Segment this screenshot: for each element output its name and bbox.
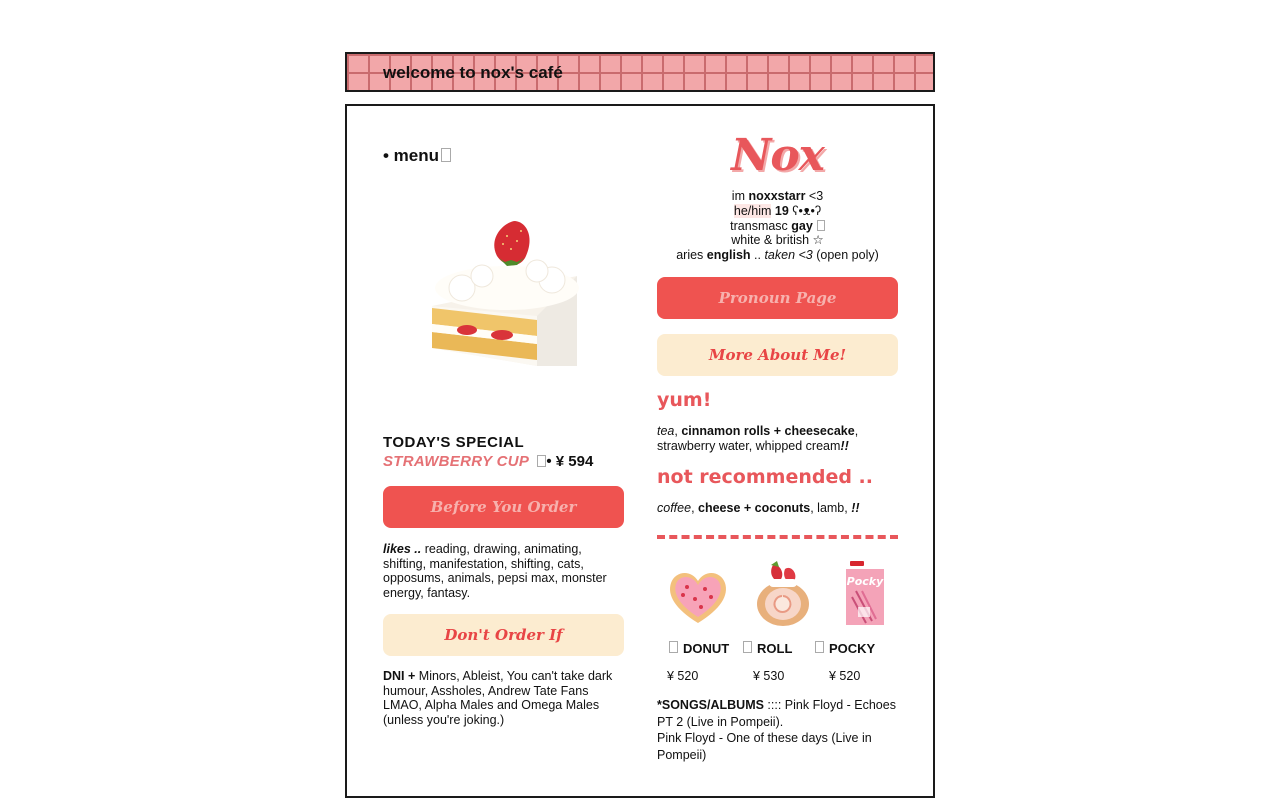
treat-price-donut: ¥ 520 bbox=[667, 669, 699, 683]
bio bbox=[657, 189, 898, 263]
special-name: STRAWBERRY CUP bbox=[383, 453, 530, 470]
missing-glyph-icon bbox=[815, 641, 824, 653]
svg-text:Pocky: Pocky bbox=[846, 575, 884, 588]
treat-price-pocky: ¥ 520 bbox=[829, 669, 861, 683]
menu-link[interactable] bbox=[383, 146, 451, 166]
menu-label: • menu bbox=[383, 146, 440, 165]
bio-line-3: transmasc gay bbox=[657, 219, 898, 234]
missing-glyph-icon bbox=[743, 641, 752, 653]
pronoun-page-button[interactable]: Pronoun Page bbox=[657, 277, 898, 319]
yum-text: tea, cinnamon rolls + cheesecake, strawberry water, whipped cream!! bbox=[657, 424, 859, 453]
more-about-me-button[interactable]: More About Me! bbox=[657, 334, 898, 376]
profile-name: Nox bbox=[731, 130, 824, 181]
not-recommended-text: coffee, cheese + coconuts, lamb, !! bbox=[657, 501, 860, 515]
treat-name-pocky[interactable]: POCKY bbox=[815, 641, 875, 656]
missing-glyph-icon bbox=[669, 641, 678, 653]
dashed-divider bbox=[657, 535, 898, 539]
dni-text bbox=[383, 669, 628, 728]
dni-list: Minors, Ableist, You can't take dark humour, Assholes, Andrew Tate Fans LMAO, Alpha Males and Omega Males (unless you're joking.) bbox=[383, 669, 613, 728]
bio-line-4: white & british ☆ bbox=[731, 233, 824, 248]
cafe-card bbox=[345, 104, 935, 798]
strawberry-cake-image bbox=[427, 216, 587, 386]
before-you-order-button[interactable]: Before You Order bbox=[383, 486, 624, 528]
likes-text bbox=[383, 542, 628, 601]
likes-prefix: likes .. bbox=[383, 542, 422, 556]
treat-name-donut[interactable]: DONUT bbox=[669, 641, 729, 656]
dont-order-if-button[interactable]: Don't Order If bbox=[383, 614, 624, 656]
treat-price-roll: ¥ 530 bbox=[753, 669, 785, 683]
missing-glyph-icon bbox=[441, 148, 451, 162]
missing-glyph-icon bbox=[817, 220, 825, 231]
welcome-banner bbox=[345, 52, 935, 92]
banner-title: welcome to nox's café bbox=[383, 63, 563, 82]
pocky-box-icon bbox=[832, 557, 898, 627]
todays-special-heading: TODAY'S SPECIAL bbox=[383, 434, 525, 451]
special-item bbox=[383, 453, 593, 470]
treat-name-roll[interactable]: ROLL bbox=[743, 641, 792, 656]
yum-heading: yum! bbox=[657, 389, 712, 411]
dni-prefix: DNI + bbox=[383, 669, 416, 683]
missing-glyph-icon bbox=[537, 455, 546, 467]
bio-line-5: aries english .. taken <3 (open poly) bbox=[676, 248, 879, 263]
songs-text: *SONGS/ALBUMS :::: Pink Floyd - Echoes PT 2 (Live in Pompeii). Pink Floyd - One of these days (Live in Pompeii) bbox=[657, 698, 896, 762]
strawberry-roll-icon bbox=[749, 559, 815, 629]
special-price: • ¥ 594 bbox=[546, 453, 594, 470]
not-recommended-heading: not recommended .. bbox=[657, 466, 873, 488]
bio-line-2: he/him 19 ʕ•ᴥ•ʔ bbox=[733, 203, 822, 218]
bio-line-1: im noxxstarr <3 bbox=[731, 189, 824, 203]
likes-list: reading, drawing, animating, shifting, manifestation, shifting, cats, opposums, animals, pepsi max, monster energy, fantasy. bbox=[383, 542, 607, 601]
heart-donut-icon bbox=[665, 561, 731, 631]
